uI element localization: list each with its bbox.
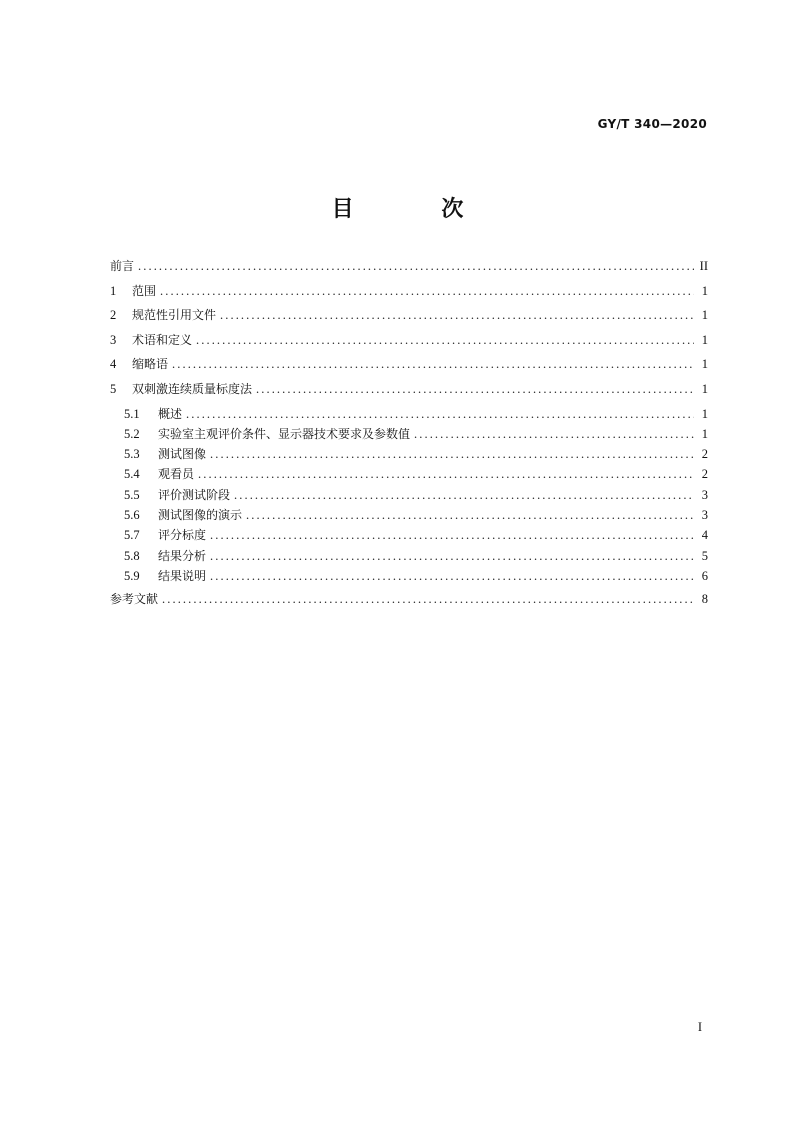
toc-entry-label: 规范性引用文件	[132, 308, 217, 323]
toc-entry-number: 5.3	[124, 447, 140, 462]
toc-entry-number: 1	[110, 283, 117, 298]
toc-entry-page: 8	[701, 592, 708, 607]
toc-entry-number: 5.9	[124, 568, 140, 583]
toc-entry-observers[interactable]	[110, 465, 708, 485]
toc-leader-dots	[160, 284, 694, 299]
standard-code: GY/T 340—2020	[597, 117, 707, 131]
toc-entry-page: 2	[701, 447, 708, 462]
toc-entry-test-images[interactable]	[110, 445, 708, 465]
toc-entry-page: 5	[701, 548, 708, 563]
toc-entry-label: 缩略语	[132, 357, 169, 372]
toc-entry-page: 1	[701, 381, 708, 396]
toc-entry-page: 1	[701, 406, 708, 421]
toc-entry-label: 评分标度	[158, 528, 207, 543]
toc-leader-dots	[210, 549, 694, 564]
toc-entry-scope[interactable]	[110, 282, 708, 307]
toc-entry-number: 5	[110, 381, 117, 396]
toc-entry-page: 1	[701, 357, 708, 372]
toc-entry-label: 概述	[158, 406, 183, 421]
toc-entry-page: 2	[701, 467, 708, 482]
toc-leader-dots	[210, 447, 694, 462]
toc-entry-page: 4	[701, 528, 708, 543]
toc-entry-page: 1	[701, 426, 708, 441]
toc-entry-bibliography[interactable]	[110, 590, 708, 615]
toc-leader-dots	[256, 382, 694, 397]
toc-leader-dots	[246, 508, 694, 523]
toc-leader-dots	[162, 592, 694, 607]
toc-entry-number: 5.2	[124, 426, 140, 441]
toc-leader-dots	[210, 569, 694, 584]
page-title: 目 次	[331, 197, 504, 222]
toc-entry-label: 双刺激连续质量标度法	[132, 381, 253, 396]
toc-entry-label: 术语和定义	[132, 332, 193, 347]
toc-entry-label: 前言	[110, 259, 135, 273]
toc-entry-page: 1	[701, 332, 708, 347]
toc-entry-page: II	[699, 259, 708, 273]
toc-entry-image-presentation[interactable]	[110, 506, 708, 526]
toc-entry-normative-references[interactable]	[110, 306, 708, 331]
toc-entry-abbreviations[interactable]	[110, 355, 708, 380]
toc-entry-number: 5.4	[124, 467, 140, 482]
toc-entry-number: 5.8	[124, 548, 140, 563]
toc-leader-dots	[198, 467, 694, 482]
toc-leader-dots	[414, 427, 694, 442]
toc-entry-result-analysis[interactable]	[110, 547, 708, 567]
toc-entry-grading-scale[interactable]	[110, 526, 708, 546]
toc-entry-lab-conditions[interactable]	[110, 425, 708, 445]
toc-entry-result-interpretation[interactable]	[110, 567, 708, 587]
toc-entry-label: 范围	[132, 283, 157, 298]
toc-entry-test-phases[interactable]	[110, 486, 708, 506]
toc-entry-number: 5.6	[124, 508, 140, 523]
toc-entry-number: 5.5	[124, 487, 140, 502]
footer-page-number: I	[697, 1020, 702, 1034]
toc-entry-label: 参考文献	[110, 592, 159, 607]
toc-leader-dots	[172, 357, 694, 372]
toc-entry-number: 4	[110, 357, 117, 372]
toc-entry-label: 结果分析	[158, 548, 207, 563]
toc-entry-page: 1	[701, 283, 708, 298]
toc-entry-label: 结果说明	[158, 568, 207, 583]
toc-leader-dots	[196, 333, 694, 348]
toc-leader-dots	[186, 407, 694, 422]
toc-entry-label: 实验室主观评价条件、显示器技术要求及参数值	[158, 426, 411, 441]
toc-entry-overview[interactable]	[110, 405, 708, 425]
toc-leader-dots	[220, 308, 694, 323]
table-of-contents	[110, 257, 708, 615]
toc-entry-number: 3	[110, 332, 117, 347]
toc-entry-number: 5.7	[124, 528, 140, 543]
toc-entry-page: 3	[701, 487, 708, 502]
toc-entry-terms-definitions[interactable]	[110, 331, 708, 356]
toc-entry-label: 观看员	[158, 467, 195, 482]
toc-entry-number: 5.1	[124, 406, 140, 421]
toc-leader-dots	[138, 259, 694, 274]
toc-entry-foreword[interactable]	[110, 257, 708, 282]
toc-entry-label: 测试图像	[158, 447, 207, 462]
toc-entry-page: 6	[701, 568, 708, 583]
toc-entry-page: 1	[701, 308, 708, 323]
toc-entry-number: 2	[110, 308, 117, 323]
toc-leader-dots	[210, 528, 694, 543]
toc-leader-dots	[234, 488, 694, 503]
toc-entry-label: 评价测试阶段	[158, 487, 231, 502]
toc-entry-label: 测试图像的演示	[158, 508, 243, 523]
toc-entry-page: 3	[701, 508, 708, 523]
toc-entry-dscqs-method[interactable]	[110, 380, 708, 405]
